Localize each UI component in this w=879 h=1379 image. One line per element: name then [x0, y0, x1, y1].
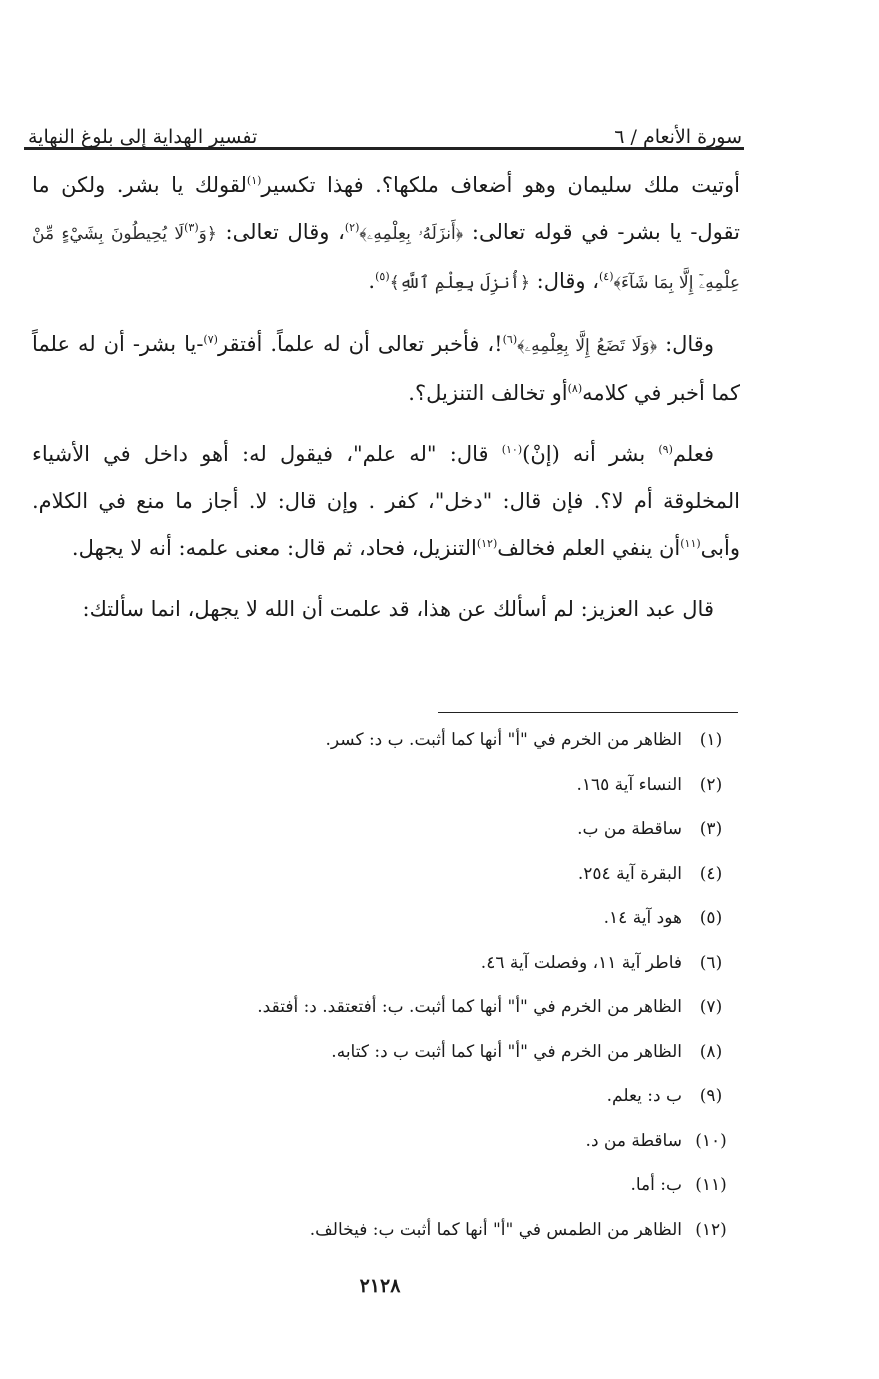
- paragraph: [32, 431, 740, 572]
- book-title: تفسير الهداية إلى بلوغ النهاية: [28, 126, 258, 148]
- text-run: !، فأخبر تعالى أن له علماً. أفتقر: [217, 332, 503, 356]
- footnote-item: [200, 953, 740, 998]
- footnote-text: الظاهر من الخرم في "أ" أنها كما أثبت ب د: كتابه.: [331, 1041, 682, 1062]
- text-run: وقال:: [657, 332, 714, 356]
- footnote-item: [200, 775, 740, 820]
- footnote-item: [200, 908, 740, 953]
- footnote-item: [200, 819, 740, 864]
- footnote-text: النساء آية ١٦٥.: [576, 774, 682, 795]
- surah-title: سورة الأنعام / ٦: [614, 126, 742, 148]
- footnote-number: (٩): [699, 1086, 723, 1106]
- footnote-number: (٥): [699, 908, 723, 928]
- footnote-item: [200, 864, 740, 909]
- footnote-ref: (٦): [502, 333, 518, 346]
- footnote-ref: (٤): [598, 270, 614, 283]
- page-number: ٢١٢٨: [359, 1275, 401, 1297]
- footnote-number: (٧): [699, 997, 723, 1017]
- quran-quote: ﴿أَنزَلَهُۥ بِعِلْمِهِۦ﴾: [359, 224, 464, 244]
- footnote-ref: (٧): [203, 333, 218, 346]
- text-run: ، وقال تعالى:: [216, 220, 345, 244]
- footnote-text: ب د: يعلم.: [606, 1086, 682, 1106]
- footnotes-list: [200, 730, 740, 1264]
- footnote-item: [200, 1131, 740, 1176]
- footnote-text: ساقطة من ب.: [577, 819, 682, 839]
- footnote-number: (٣): [699, 819, 723, 839]
- footnote-text: ب: أما.: [630, 1175, 682, 1195]
- main-text: [32, 162, 740, 647]
- footnote-text: الظاهر من الخرم في "أ" أنها كما أثبت. ب: أفتعتقد. د: أفتقد.: [257, 997, 682, 1017]
- footnote-text: هود آية ١٤.: [603, 908, 682, 928]
- footnote-ref: (٣): [184, 221, 199, 234]
- footnote-item: [200, 1220, 740, 1265]
- text-run: التنزيل، فحاد، ثم قال: معنى علمه: أنه لا يجهل.: [71, 536, 477, 560]
- footnote-number: (٦): [699, 952, 723, 973]
- footnote-item: [200, 1042, 740, 1087]
- text-run: أوتيت ملك سليمان وهو أضعاف ملكها؟. فهذا تكسير: [261, 173, 740, 197]
- header-rule: [24, 147, 744, 150]
- text-run: قال: "له علم"، فيقول له: أهو داخل في الأشياء المخلوقة أم لا؟. فإن قال: "دخل"، كفر . وإن قال: لا. أجاز ما منع في الكلام. وأبى: [32, 442, 740, 560]
- footnote-text: ساقطة من د.: [585, 1130, 682, 1151]
- footnote-ref: (٨): [567, 382, 583, 395]
- footnote-text: الظاهر من الخرم في "أ" أنها كما أثبت. ب د: كسر.: [325, 730, 682, 750]
- text-run: قال عبد العزيز: لم أسألك عن هذا، قد علمت أن الله لا يجهل، انما سألتك:: [82, 597, 714, 621]
- footnote-number: (١): [699, 730, 723, 750]
- footnote-number: (١١): [695, 1175, 727, 1195]
- quran-quote: ﴿وَلَا تَضَعُ إِلَّا بِعِلْمِهِۦ﴾: [517, 336, 658, 356]
- footnote-number: (٨): [699, 1041, 723, 1062]
- footnote-ref: (١): [246, 174, 262, 187]
- text-run: لقولك يا بشر. ولكن ما تقول- يا بشر- في قوله تعالى:: [32, 173, 740, 244]
- quran-quote: ﴿وَ: [198, 224, 217, 244]
- footnote-ref: (٢): [344, 221, 360, 234]
- text-run: فعلم: [672, 442, 714, 466]
- footnote-number: (١٢): [695, 1219, 727, 1240]
- paragraph: [32, 586, 740, 633]
- paragraph: [32, 162, 740, 307]
- footnote-item: [200, 730, 740, 775]
- footnote-ref: (١١): [680, 537, 701, 550]
- footnote-ref: (١٢): [476, 537, 498, 550]
- footnote-item: [200, 997, 740, 1042]
- quran-quote: ﴿أُنزِلَ بِعِلْمِ ٱللَّهِ﴾: [389, 273, 530, 293]
- text-run: بشر أنه (إنْ): [522, 442, 659, 466]
- footnote-item: [200, 1086, 740, 1131]
- footnote-text: فاطر آية ١١، وفصلت آية ٤٦.: [480, 952, 682, 973]
- footnote-number: (٤): [699, 863, 723, 884]
- footnote-text: البقرة آية ٢٥٤.: [577, 863, 682, 884]
- footnote-separator: [438, 712, 738, 713]
- footnote-ref: (٩): [658, 443, 673, 456]
- paragraph: [32, 321, 740, 417]
- text-run: ، وقال:: [529, 269, 599, 293]
- footnote-ref: (٥): [375, 270, 390, 283]
- footnote-number: (٢): [699, 774, 723, 795]
- text-run: أن ينفي العلم فخالف: [497, 536, 681, 560]
- footnote-item: [200, 1175, 740, 1220]
- footnote-number: (١٠): [695, 1130, 727, 1151]
- text-run: أو تخالف التنزيل؟.: [408, 381, 568, 405]
- footnote-ref: (١٠): [501, 443, 523, 456]
- footnote-text: الظاهر من الطمس في "أ" أنها كما أثبت ب: فيخالف.: [309, 1219, 682, 1240]
- quran-quote: لَا يُحِيطُونَ بِشَيْءٍ مِّنْ عِلْمِهِۦٓ إِلَّا بِمَا شَآءَ﴾: [32, 224, 740, 293]
- text-run: -يا بشر- أن له علماً كما أخبر في كلامه: [32, 332, 740, 405]
- text-run: .: [368, 269, 376, 293]
- running-head: [28, 108, 742, 148]
